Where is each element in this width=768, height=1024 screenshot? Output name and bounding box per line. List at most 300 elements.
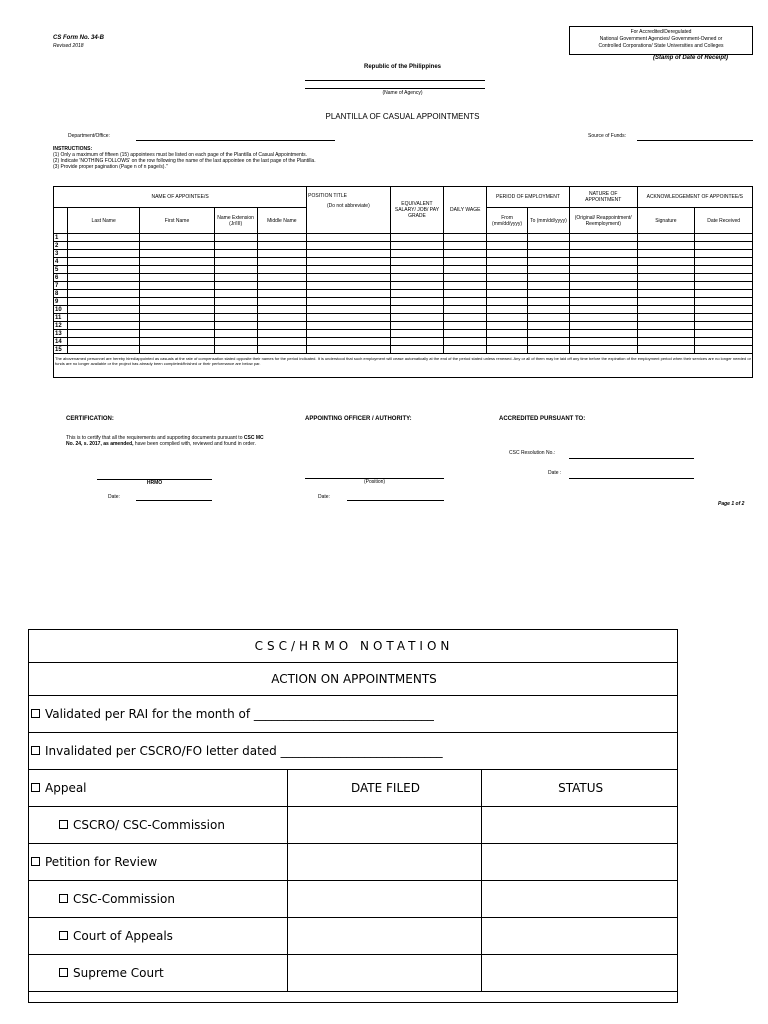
revised-date: Revised 2018 [53,43,84,49]
row-number: 4 [54,258,68,266]
supreme-court-label: Supreme Court [73,966,164,980]
action-heading: ACTION ON APPOINTMENTS [29,663,678,696]
petition-row[interactable] [29,844,288,881]
table-cell[interactable] [390,282,444,290]
table-cell[interactable] [307,306,390,314]
table-cell[interactable] [695,258,753,266]
table-cell[interactable] [487,298,528,306]
instructions [53,146,316,170]
row-number: 8 [54,290,68,298]
table-cell[interactable] [637,234,695,242]
header-period: PERIOD OF EMPLOYMENT [487,187,570,208]
table-cell[interactable] [390,250,444,258]
table-cell[interactable] [569,266,637,274]
table-cell[interactable] [444,290,487,298]
table-row [54,282,753,290]
table-cell[interactable] [527,258,569,266]
court-appeals-date-cell[interactable] [287,918,482,955]
table-cell[interactable] [140,298,214,306]
table-cell[interactable] [67,234,139,242]
table-cell[interactable] [695,234,753,242]
table-row [54,330,753,338]
do-not-abbreviate-label: (Do not abbreviate) [326,203,370,209]
table-cell[interactable] [569,330,637,338]
table-cell[interactable] [569,346,637,354]
petition-date-cell[interactable] [287,844,482,881]
table-cell[interactable] [140,306,214,314]
table-cell[interactable] [569,338,637,346]
table-cell[interactable] [67,266,139,274]
funds-field[interactable] [637,140,753,141]
notation-title: CSC/HRMO NOTATION [29,630,678,663]
table-cell[interactable] [140,234,214,242]
table-cell[interactable] [527,346,569,354]
table-cell[interactable] [307,346,390,354]
table-cell[interactable] [487,274,528,282]
row-number: 3 [54,250,68,258]
table-cell[interactable] [257,250,307,258]
table-cell[interactable] [214,314,257,322]
appointing-heading: APPOINTING OFFICER / AUTHORITY: [305,416,412,422]
table-cell[interactable] [140,290,214,298]
table-cell[interactable] [487,290,528,298]
table-cell[interactable] [695,274,753,282]
certification-heading: CERTIFICATION: [66,416,114,422]
table-cell[interactable] [487,314,528,322]
table-row [54,314,753,322]
row-number: 13 [54,330,68,338]
table-cell[interactable] [444,322,487,330]
court-appeals-row[interactable] [29,918,288,955]
cscro-status-cell[interactable] [482,807,678,844]
table-cell[interactable] [257,330,307,338]
table-cell[interactable] [390,258,444,266]
accredited-line: Controlled Corporations/ State Universities and Colleges [598,43,724,49]
table-cell[interactable] [67,258,139,266]
agency-label: (Name of Agency) [382,90,423,96]
table-cell[interactable] [257,242,307,250]
accredited-line: For Accredited/Deregulated [630,29,692,35]
table-cell[interactable] [637,298,695,306]
table-cell[interactable] [444,298,487,306]
table-cell[interactable] [695,346,753,354]
table-cell[interactable] [140,322,214,330]
funds-label: Source of Funds: [588,133,627,139]
table-cell[interactable] [67,306,139,314]
table-cell[interactable] [390,330,444,338]
table-cell[interactable] [527,306,569,314]
table-cell[interactable] [637,282,695,290]
table-cell[interactable] [307,314,390,322]
table-cell[interactable] [67,290,139,298]
table-cell[interactable] [140,258,214,266]
table-cell[interactable] [695,314,753,322]
cscro-row[interactable] [29,807,288,844]
table-cell[interactable] [487,266,528,274]
table-cell[interactable] [257,290,307,298]
table-cell[interactable] [527,266,569,274]
checkbox-invalidated[interactable] [31,746,40,755]
row-number: 6 [54,274,68,282]
table-cell[interactable] [257,258,307,266]
header-middle-name: Middle Name [257,208,307,234]
agency-line[interactable] [305,88,485,89]
checkbox-csc-commission[interactable] [59,894,68,903]
table-cell[interactable] [307,290,390,298]
table-cell[interactable] [307,258,390,266]
resolution-field[interactable] [569,458,694,459]
table-cell[interactable] [390,298,444,306]
table-cell[interactable] [695,242,753,250]
table-cell[interactable] [307,322,390,330]
supreme-court-row[interactable] [29,955,288,992]
accredited-date-field[interactable] [569,478,694,479]
table-cell[interactable] [444,258,487,266]
table-cell[interactable] [444,274,487,282]
table-cell[interactable] [214,242,257,250]
table-cell[interactable] [307,242,390,250]
table-cell[interactable] [214,266,257,274]
table-cell[interactable] [214,330,257,338]
table-cell[interactable] [307,330,390,338]
table-cell[interactable] [214,322,257,330]
table-cell[interactable] [637,266,695,274]
table-cell[interactable] [214,346,257,354]
table-row [54,274,753,282]
instruction-item: (2) Indicate 'NOTHING FOLLOWS' on the row following the name of the last appointee on the last page of the Plantilla. [53,158,316,164]
table-cell[interactable] [695,322,753,330]
table-cell[interactable] [695,298,753,306]
table-cell[interactable] [527,234,569,242]
table-cell[interactable] [444,338,487,346]
table-cell[interactable] [140,314,214,322]
table-cell[interactable] [257,322,307,330]
table-row [54,234,753,242]
table-cell[interactable] [67,274,139,282]
table-cell[interactable] [695,282,753,290]
table-cell[interactable] [67,314,139,322]
table-cell[interactable] [140,266,214,274]
table-cell[interactable] [67,282,139,290]
table-cell[interactable] [487,250,528,258]
table-row [54,322,753,330]
table-cell[interactable] [390,306,444,314]
table-cell[interactable] [487,242,528,250]
checkbox-cscro[interactable] [59,820,68,829]
table-cell[interactable] [214,282,257,290]
table-cell[interactable] [637,250,695,258]
table-cell[interactable] [390,290,444,298]
csc-commission-status-cell[interactable] [482,881,678,918]
table-cell[interactable] [569,314,637,322]
row-number: 11 [54,314,68,322]
table-row [54,266,753,274]
table-cell[interactable] [527,250,569,258]
table-cell[interactable] [695,266,753,274]
table-cell[interactable] [307,250,390,258]
table-cell[interactable] [140,250,214,258]
table-cell[interactable] [527,282,569,290]
table-cell[interactable] [140,346,214,354]
department-field[interactable] [136,140,335,141]
checkbox-court-appeals[interactable] [59,931,68,940]
row-number: 15 [54,346,68,354]
table-cell[interactable] [444,250,487,258]
table-cell[interactable] [527,274,569,282]
csc-commission-date-cell[interactable] [287,881,482,918]
status-header: STATUS [482,770,678,807]
certification-text [66,435,266,447]
cscro-date-cell[interactable] [287,807,482,844]
table-cell[interactable] [307,234,390,242]
table-cell[interactable] [637,306,695,314]
table-cell[interactable] [140,330,214,338]
table-cell[interactable] [527,290,569,298]
form-number: CS Form No. 34-B [53,35,105,41]
certification-text-post: have been complied with, reviewed and found in order. [133,441,256,447]
table-cell[interactable] [637,346,695,354]
table-cell[interactable] [444,330,487,338]
table-cell[interactable] [214,234,257,242]
header-last-name: Last Name [67,208,139,234]
date-filed-header: DATE FILED [287,770,482,807]
accredited-heading: ACCREDITED PURSUANT TO: [499,416,586,422]
header-date-received: Date Received [695,208,753,234]
hrmo-date-label: Date: [108,494,120,500]
table-cell[interactable] [527,298,569,306]
table-cell[interactable] [214,306,257,314]
header-from: From (mm/dd/yyyy) [487,208,528,234]
csc-commission-row[interactable] [29,881,288,918]
row-number: 2 [54,242,68,250]
appointing-date-label: Date: [318,494,330,500]
petition-label: Petition for Review [45,855,158,869]
position-label: (Position) [363,479,386,485]
table-cell[interactable] [390,314,444,322]
table-cell[interactable] [569,258,637,266]
table-cell[interactable] [390,322,444,330]
table-cell[interactable] [257,234,307,242]
table-cell[interactable] [569,298,637,306]
table-cell[interactable] [140,274,214,282]
table-cell[interactable] [307,298,390,306]
table-row [54,306,753,314]
table-cell[interactable] [140,282,214,290]
table-cell[interactable] [487,258,528,266]
table-cell[interactable] [637,242,695,250]
table-cell[interactable] [444,306,487,314]
table-cell[interactable] [140,338,214,346]
table-cell[interactable] [67,250,139,258]
table-cell[interactable] [695,306,753,314]
page-title: PLANTILLA OF CASUAL APPOINTMENTS [325,112,480,121]
row-number: 10 [54,306,68,314]
table-cell[interactable] [487,346,528,354]
table-cell[interactable] [67,346,139,354]
table-cell[interactable] [390,266,444,274]
certification-text-pre: This is to certify that all the requirements and supporting documents pursuant to [66,435,244,441]
table-cell[interactable] [487,282,528,290]
invalidated-row[interactable] [29,733,678,770]
table-cell[interactable] [637,258,695,266]
table-cell[interactable] [637,274,695,282]
table-row [54,338,753,346]
row-number: 9 [54,298,68,306]
table-cell[interactable] [569,290,637,298]
row-number: 1 [54,234,68,242]
footnote: The abovenamed personnel are hereby hired/appointed as casuals at the rate of compensation stated opposite their names for the period indicated. It is understood that such employment will cease automatically at the end of the period stated unless renewed. Any or all of them may be laid off any time before the expiration of the employment period when their services are no longer needed or funds are no longer available or the project has already been completed/finished or their performance are below par. [54,354,753,378]
table-cell[interactable] [569,242,637,250]
table-row [54,258,753,266]
invalidated-label: Invalidated per CSCRO/FO letter dated ___________________________ [45,744,443,758]
table-cell[interactable] [67,242,139,250]
table-cell[interactable] [695,338,753,346]
table-cell[interactable] [527,242,569,250]
position-title-label: POSITION TITLE [308,193,347,199]
table-cell[interactable] [214,250,257,258]
table-cell[interactable] [257,274,307,282]
hrmo-label: HRMO [146,480,163,486]
checkbox-appeal[interactable] [31,783,40,792]
notation-bottom-row [29,992,678,1003]
table-cell[interactable] [487,234,528,242]
table-cell[interactable] [67,298,139,306]
republic-label: Republic of the Philippines [363,64,441,70]
table-row [54,242,753,250]
table-cell[interactable] [527,314,569,322]
table-cell[interactable] [569,274,637,282]
header-name-ext: Name Extension (Jr/III) [214,208,257,234]
validated-row[interactable] [29,696,678,733]
stamp-label: (Stamp of Date of Receipt) [653,55,729,61]
table-cell[interactable] [487,306,528,314]
table-cell[interactable] [214,338,257,346]
table-cell[interactable] [307,274,390,282]
table-cell[interactable] [487,322,528,330]
table-cell[interactable] [695,330,753,338]
table-cell[interactable] [390,234,444,242]
table-cell[interactable] [67,330,139,338]
table-cell[interactable] [569,306,637,314]
instruction-item: (3) Provide proper pagination (Page n of n page/s)." [53,164,168,170]
table-cell[interactable] [257,266,307,274]
table-cell[interactable] [569,234,637,242]
checkbox-petition[interactable] [31,857,40,866]
header-nature-sub: (Original/ Reappointment/ Reemployment) [569,208,637,234]
header-to: To (mm/dd/yyyy) [527,208,569,234]
row-number: 7 [54,282,68,290]
table-cell[interactable] [569,250,637,258]
header-ack: ACKNOWLEDGEMENT OF APPOINTEE/S [637,187,752,208]
table-cell[interactable] [637,338,695,346]
table-cell[interactable] [390,338,444,346]
table-cell[interactable] [527,322,569,330]
page-number: Page 1 of 2 [718,501,745,507]
supreme-court-status-cell[interactable] [482,955,678,992]
table-cell[interactable] [390,346,444,354]
row-number: 5 [54,266,68,274]
table-cell[interactable] [214,290,257,298]
table-cell[interactable] [569,322,637,330]
csc-commission-label: CSC-Commission [73,892,175,906]
appeal-row[interactable] [29,770,288,807]
table-row [54,290,753,298]
checkbox-validated[interactable] [31,709,40,718]
instruction-item: (1) Only a maximum of fifteen (15) appointees must be listed on each page of the Plantilla of Casual Appointments. [53,152,308,158]
table-cell[interactable] [307,266,390,274]
row-number: 14 [54,338,68,346]
table-cell[interactable] [67,322,139,330]
table-cell[interactable] [257,346,307,354]
accredited-date-label: Date : [548,470,562,476]
header-name-appointees: NAME OF APPOINTEE/S [54,187,307,208]
table-cell[interactable] [444,346,487,354]
table-cell[interactable] [390,242,444,250]
table-row [54,250,753,258]
table-cell[interactable] [214,258,257,266]
header-first-name: First Name [140,208,214,234]
table-cell[interactable] [695,250,753,258]
certification-text-bold: CSC MC No. 24, s. 2017, as amended, [66,435,264,447]
table-cell[interactable] [307,282,390,290]
table-cell[interactable] [257,314,307,322]
table-cell[interactable] [527,338,569,346]
table-cell[interactable] [695,290,753,298]
table-cell[interactable] [257,306,307,314]
table-cell[interactable] [67,338,139,346]
appointing-date-field[interactable] [347,500,444,501]
table-cell[interactable] [637,322,695,330]
table-row [54,298,753,306]
table-cell[interactable] [444,234,487,242]
court-appeals-label: Court of Appeals [73,929,173,943]
table-cell[interactable] [444,266,487,274]
table-cell[interactable] [637,314,695,322]
table-cell[interactable] [527,330,569,338]
plantilla-table [53,186,753,378]
table-cell[interactable] [390,274,444,282]
table-cell[interactable] [257,338,307,346]
table-cell[interactable] [444,242,487,250]
checkbox-supreme-court[interactable] [59,968,68,977]
table-cell[interactable] [257,298,307,306]
table-cell[interactable] [307,338,390,346]
header-equivalent: EQUIVALENT SALARY/ JOB/ PAY GRADE [390,187,444,234]
court-appeals-status-cell[interactable] [482,918,678,955]
department-label: Department/Office: [68,133,110,139]
table-cell[interactable] [487,338,528,346]
table-cell[interactable] [444,282,487,290]
table-cell[interactable] [214,274,257,282]
table-cell[interactable] [569,282,637,290]
row-number: 12 [54,322,68,330]
instructions-heading: INSTRUCTIONS: [53,146,93,152]
supreme-court-date-cell[interactable] [287,955,482,992]
table-cell[interactable] [140,242,214,250]
table-cell[interactable] [637,290,695,298]
accredited-box [569,26,753,55]
table-cell[interactable] [637,330,695,338]
petition-status-cell[interactable] [482,844,678,881]
table-row [54,346,753,354]
header-signature: Signature [637,208,695,234]
hrmo-date-field[interactable] [136,500,212,501]
table-cell[interactable] [487,330,528,338]
table-cell[interactable] [444,314,487,322]
validated-label: Validated per RAI for the month of ______________________________ [45,707,434,721]
table-cell[interactable] [257,282,307,290]
table-cell[interactable] [214,298,257,306]
